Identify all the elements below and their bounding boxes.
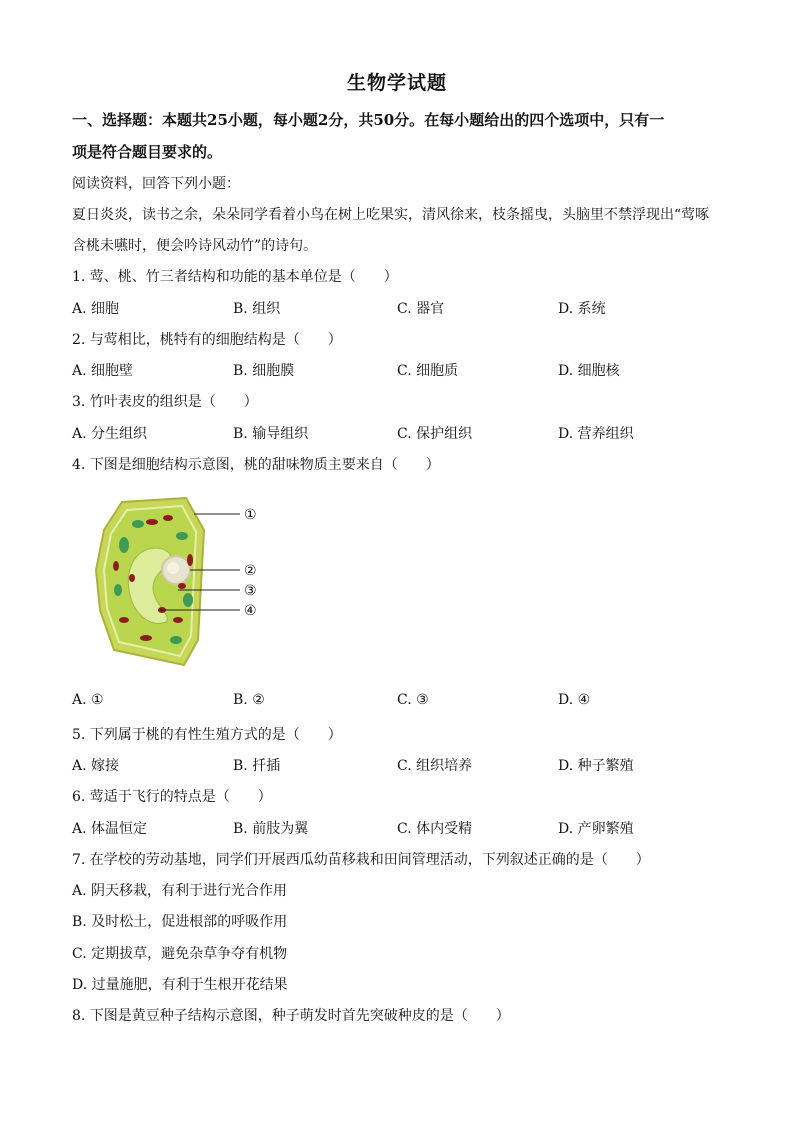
page-title: 生物学试题 bbox=[346, 72, 447, 94]
chloroplast bbox=[176, 532, 188, 540]
label-1: ① bbox=[244, 507, 257, 523]
chloroplast bbox=[132, 520, 144, 528]
reading-intro: 阅读资料，回答下列小题： bbox=[72, 176, 240, 192]
nucleolus bbox=[167, 562, 179, 574]
question-8-stem: 8. 下图是黄豆种子结构示意图，种子萌发时首先突破种皮的是（ ） bbox=[72, 1008, 510, 1024]
mitochondrion bbox=[173, 617, 183, 623]
question-2-option-c[interactable]: C. 细胞质 bbox=[397, 363, 459, 379]
question-5-stem: 5. 下列属于桃的有性生殖方式的是（ ） bbox=[72, 727, 342, 743]
question-2-option-d[interactable]: D. 细胞核 bbox=[558, 363, 620, 379]
reading-para-line1: 夏日炎炎，读书之余，朵朵同学看着小鸟在树上吃果实，清风徐来，枝条摇曳，头脑里不禁浮现出“莺啄 bbox=[72, 207, 710, 223]
question-6-option-d[interactable]: D. 产卵繁殖 bbox=[558, 821, 634, 837]
reading-para-line2: 含桃未嚥时，便会吟诗风动竹”的诗句。 bbox=[72, 238, 318, 254]
question-6-option-c[interactable]: C. 体内受精 bbox=[397, 821, 473, 837]
question-6-option-b[interactable]: B. 前肢为翼 bbox=[233, 821, 309, 837]
question-2-option-b[interactable]: B. 细胞膜 bbox=[233, 363, 295, 379]
chloroplast bbox=[170, 636, 182, 644]
plant-cell-diagram bbox=[94, 490, 274, 670]
question-6-option-a[interactable]: A. 体温恒定 bbox=[72, 821, 148, 837]
question-5-option-b[interactable]: B. 扦插 bbox=[233, 758, 281, 774]
question-5-option-d[interactable]: D. 种子繁殖 bbox=[558, 758, 634, 774]
mitochondrion bbox=[163, 515, 173, 521]
label-4: ④ bbox=[244, 603, 257, 619]
question-7-option-c[interactable]: C. 定期拔草，避免杂草争夺有机物 bbox=[72, 946, 288, 962]
question-5-option-c[interactable]: C. 组织培养 bbox=[397, 758, 473, 774]
section-heading-line2: 项是符合题目要求的。 bbox=[72, 143, 223, 161]
chloroplast bbox=[119, 537, 129, 553]
question-3-stem: 3. 竹叶表皮的组织是（ ） bbox=[72, 394, 258, 410]
question-6-stem: 6. 莺适于飞行的特点是（ ） bbox=[72, 789, 272, 805]
mitochondrion bbox=[187, 554, 193, 566]
question-1-option-b[interactable]: B. 组织 bbox=[233, 301, 281, 317]
question-5-option-a[interactable]: A. 嫁接 bbox=[72, 758, 120, 774]
chloroplast bbox=[114, 584, 122, 596]
question-1-option-a[interactable]: A. 细胞 bbox=[72, 301, 120, 317]
question-7-option-d[interactable]: D. 过量施肥，有利于生根开花结果 bbox=[72, 977, 288, 993]
plant-cell-svg bbox=[94, 490, 274, 670]
question-7-option-a[interactable]: A. 阴天移栽，有利于进行光合作用 bbox=[72, 883, 288, 899]
question-3-option-c[interactable]: C. 保护组织 bbox=[397, 426, 473, 442]
question-4-option-b[interactable]: B. ② bbox=[233, 692, 265, 708]
question-7-option-b[interactable]: B. 及时松土，促进根部的呼吸作用 bbox=[72, 914, 288, 930]
question-1-stem: 1. 莺、桃、竹三者结构和功能的基本单位是（ ） bbox=[72, 269, 398, 285]
question-4-option-c[interactable]: C. ③ bbox=[397, 692, 429, 708]
question-2-stem: 2. 与莺相比，桃特有的细胞结构是（ ） bbox=[72, 332, 342, 348]
mitochondrion bbox=[140, 635, 152, 641]
label-3: ③ bbox=[244, 583, 257, 599]
mitochondrion bbox=[146, 519, 158, 525]
question-3-option-a[interactable]: A. 分生组织 bbox=[72, 426, 148, 442]
mitochondrion bbox=[129, 574, 135, 582]
mitochondrion bbox=[113, 561, 119, 571]
question-3-option-d[interactable]: D. 营养组织 bbox=[558, 426, 634, 442]
mitochondrion bbox=[178, 583, 186, 589]
question-1-option-c[interactable]: C. 器官 bbox=[397, 301, 445, 317]
mitochondrion bbox=[119, 617, 129, 623]
chloroplast bbox=[183, 593, 193, 607]
question-4-option-a[interactable]: A. ① bbox=[72, 692, 104, 708]
question-3-option-b[interactable]: B. 输导组织 bbox=[233, 426, 309, 442]
question-4-stem: 4. 下图是细胞结构示意图，桃的甜味物质主要来自（ ） bbox=[72, 457, 440, 473]
question-4-option-d[interactable]: D. ④ bbox=[558, 692, 591, 708]
section-heading-line1: 一、选择题：本题共25小题，每小题2分，共50分。在每小题给出的四个选项中，只有一 bbox=[72, 111, 665, 129]
question-2-option-a[interactable]: A. 细胞壁 bbox=[72, 363, 134, 379]
label-2: ② bbox=[244, 563, 257, 579]
question-7-stem: 7. 在学校的劳动基地，同学们开展西瓜幼苗移栽和田间管理活动，下列叙述正确的是（ ） bbox=[72, 852, 650, 868]
question-1-option-d[interactable]: D. 系统 bbox=[558, 301, 606, 317]
